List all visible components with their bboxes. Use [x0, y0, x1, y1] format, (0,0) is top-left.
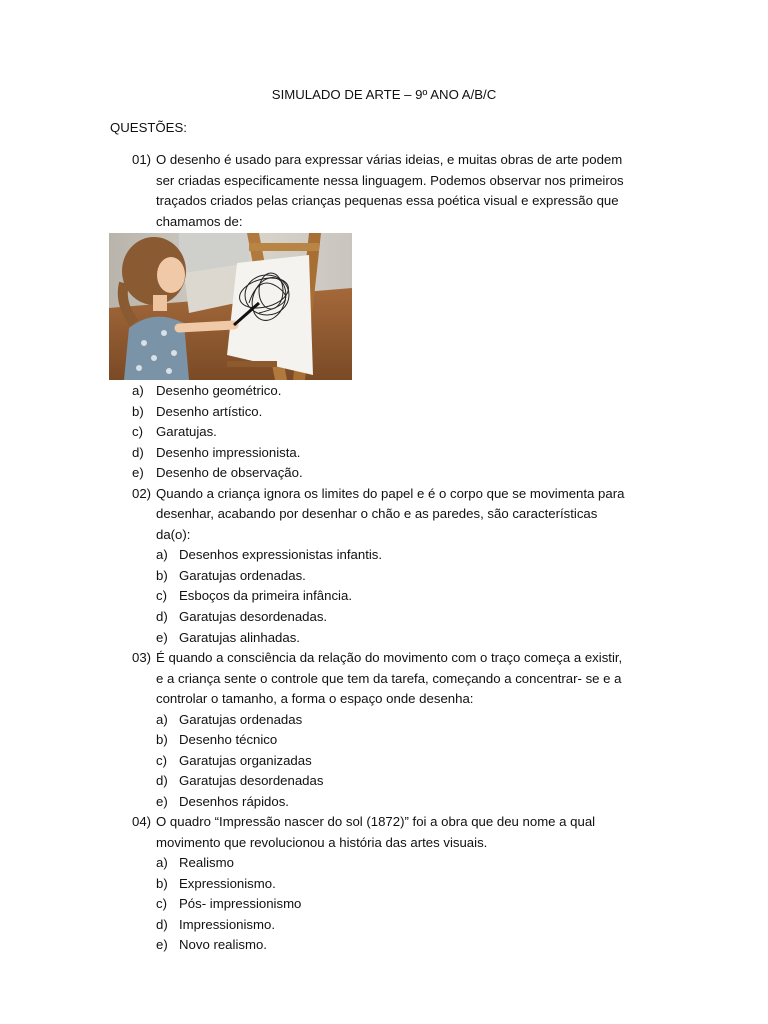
option-letter: b)	[156, 568, 168, 583]
option-text: Garatujas organizadas	[179, 753, 312, 768]
question-number: 01)	[132, 152, 152, 167]
question-text-line: ser criadas especificamente nessa linguagem. Podemos observar nos primeiros	[156, 173, 624, 188]
option-letter: d)	[156, 609, 168, 624]
document-title: SIMULADO DE ARTE – 9º ANO A/B/C	[271, 87, 497, 102]
question-text-line: controlar o tamanho, a forma o espaço onde desenha:	[156, 691, 474, 706]
option-text: Pós- impressionismo	[179, 896, 302, 911]
option-letter: a)	[156, 712, 168, 727]
option-text: Desenho impressionista.	[156, 445, 301, 460]
option-text: Desenho de observação.	[156, 465, 303, 480]
option-text: Novo realismo.	[179, 937, 267, 952]
option-text: Desenho geométrico.	[156, 383, 282, 398]
question-text-line: O quadro “Impressão nascer do sol (1872)” foi a obra que deu nome a qual	[156, 814, 596, 829]
option-letter: e)	[156, 794, 168, 809]
option-text: Desenhos expressionistas infantis.	[179, 547, 383, 562]
option-text: Garatujas alinhadas.	[179, 630, 300, 645]
option-letter: a)	[156, 855, 168, 870]
option-letter: c)	[132, 424, 143, 439]
option-text: Desenho técnico	[179, 732, 278, 747]
question-number: 04)	[132, 814, 152, 829]
option-letter: d)	[156, 773, 168, 788]
question-text-line: É quando a consciência da relação do movimento com o traço começa a existir,	[156, 650, 623, 665]
option-letter: c)	[156, 588, 167, 603]
question-number: 02)	[132, 486, 152, 501]
option-letter: b)	[156, 732, 168, 747]
option-letter: d)	[156, 917, 168, 932]
option-text: Realismo	[179, 855, 234, 870]
question-text-line: O desenho é usado para expressar várias ideias, e muitas obras de arte podem	[156, 152, 623, 167]
option-letter: c)	[156, 896, 167, 911]
option-letter: c)	[156, 753, 167, 768]
option-text: Expressionismo.	[179, 876, 276, 891]
question-text-line: movimento que revolucionou a história das artes visuais.	[156, 835, 488, 850]
question-text-line: e a criança sente o controle que tem da tarefa, começando a concentrar- se e a	[156, 671, 622, 686]
question-text-line: traçados criados pelas crianças pequenas essa poética visual e expressão que	[156, 193, 619, 208]
question-text-line: Quando a criança ignora os limites do papel e é o corpo que se movimenta para	[156, 486, 625, 501]
option-text: Garatujas.	[156, 424, 217, 439]
option-letter: e)	[156, 937, 168, 952]
question-text-line: desenhar, acabando por desenhar o chão e as paredes, são características	[156, 506, 598, 521]
option-letter: a)	[156, 547, 168, 562]
option-text: Impressionismo.	[179, 917, 276, 932]
option-text: Desenho artístico.	[156, 404, 263, 419]
option-text: Esboços da primeira infância.	[179, 588, 352, 603]
option-text: Desenhos rápidos.	[179, 794, 289, 809]
question-text-line: da(o):	[156, 527, 191, 542]
question-number: 03)	[132, 650, 152, 665]
option-letter: d)	[132, 445, 144, 460]
option-text: Garatujas ordenadas.	[179, 568, 306, 583]
child-drawing-photo	[109, 233, 352, 380]
option-letter: e)	[156, 630, 168, 645]
option-letter: e)	[132, 465, 144, 480]
option-letter: b)	[156, 876, 168, 891]
question-text-line: chamamos de:	[156, 214, 243, 229]
option-letter: b)	[132, 404, 144, 419]
option-text: Garatujas desordenadas	[179, 773, 324, 788]
option-text: Garatujas ordenadas	[179, 712, 303, 727]
section-heading: QUESTÕES:	[110, 120, 187, 135]
option-letter: a)	[132, 383, 144, 398]
option-text: Garatujas desordenadas.	[179, 609, 328, 624]
